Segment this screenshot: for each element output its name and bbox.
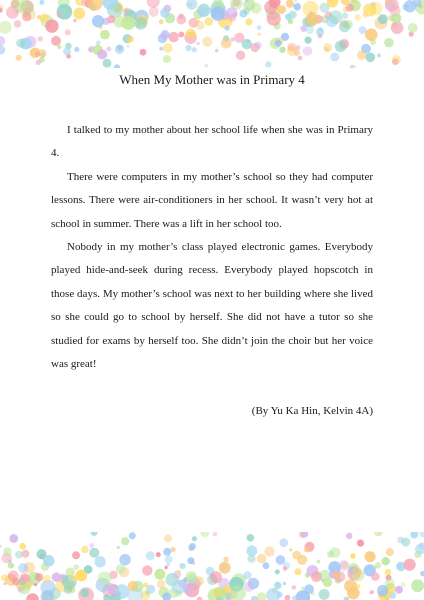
bokeh-dot <box>351 567 362 578</box>
bokeh-dot <box>374 532 383 536</box>
bokeh-dot <box>91 532 98 536</box>
bokeh-dot <box>192 562 195 565</box>
bokeh-dot <box>211 7 225 21</box>
bokeh-dot <box>196 21 205 30</box>
bokeh-dot <box>197 597 203 600</box>
bokeh-dot <box>346 533 353 540</box>
bokeh-dot <box>411 579 424 592</box>
bokeh-dot <box>371 572 380 581</box>
bokeh-dot <box>89 543 94 548</box>
bokeh-dot <box>274 582 281 589</box>
bokeh-dot <box>73 19 76 22</box>
bokeh-dot <box>97 49 107 59</box>
paragraph-2: There were computers in my mother’s school so they had computer lessons. There were air-conditioners in her school. It wasn’t very hot at school in summer. There was a lift in her school too. <box>51 170 373 230</box>
bokeh-dot <box>335 41 346 52</box>
bokeh-dot <box>163 43 173 53</box>
bokeh-dot <box>16 39 25 48</box>
bokeh-dot <box>264 546 274 556</box>
bokeh-dot <box>292 585 297 590</box>
bokeh-dot <box>245 18 252 25</box>
bokeh-dot <box>165 556 173 564</box>
bokeh-dot <box>135 17 147 29</box>
bokeh-dot <box>116 564 126 574</box>
bokeh-dot <box>179 32 185 38</box>
bokeh-dot <box>26 593 39 600</box>
bottom-bokeh-dots <box>0 532 424 600</box>
bokeh-dot <box>129 532 136 539</box>
bokeh-dot <box>205 17 213 25</box>
bokeh-dot <box>323 43 332 52</box>
top-bokeh-dots <box>0 0 424 68</box>
bokeh-dot <box>266 588 280 600</box>
bokeh-dot <box>410 532 418 538</box>
bokeh-dot <box>386 548 394 556</box>
bokeh-dot <box>283 582 286 585</box>
bokeh-dot <box>160 8 170 18</box>
bokeh-dot <box>35 573 43 581</box>
bokeh-dot <box>205 64 209 68</box>
bokeh-dot <box>177 570 181 574</box>
paragraph-1: I talked to my mother about her school life when she was in Primary 4. <box>51 124 373 160</box>
bokeh-dot <box>100 30 110 40</box>
bokeh-dot <box>306 26 314 34</box>
bokeh-dot <box>3 582 6 585</box>
bokeh-dot <box>236 51 245 60</box>
bokeh-dot <box>257 554 267 564</box>
bokeh-dot <box>159 47 163 51</box>
bokeh-dot <box>304 547 310 553</box>
bokeh-dot <box>300 25 307 32</box>
bokeh-dot <box>263 562 270 569</box>
bokeh-dot <box>186 29 196 39</box>
bokeh-dot <box>185 45 191 51</box>
bokeh-dot <box>35 52 40 57</box>
bokeh-dot <box>169 32 179 42</box>
bokeh-dot <box>279 47 286 54</box>
bokeh-dot <box>92 15 104 27</box>
bokeh-dot <box>126 45 129 48</box>
bokeh-dot <box>294 0 298 2</box>
bokeh-dot <box>303 46 312 55</box>
bokeh-dot <box>257 32 261 36</box>
bokeh-dot <box>365 29 377 41</box>
bokeh-dot <box>80 589 89 598</box>
bokeh-dot <box>81 546 89 554</box>
bokeh-dot <box>200 532 209 537</box>
bokeh-dot <box>298 56 303 61</box>
bokeh-dot <box>359 26 367 34</box>
bokeh-dot <box>14 20 22 28</box>
bokeh-dot <box>192 47 197 52</box>
paragraph-3: Nobody in my mother’s class played electronic games. Everybody played hide-and-seek during recess. Everybody played hopscotch in those days. My mother’s school was next to her building where she lived so she could go to school by herself. She did not have a tutor so she studied for exams by herself too. She didn’t join the choir but her voice was great! <box>51 241 373 371</box>
bokeh-dot <box>339 560 350 571</box>
bokeh-dot <box>292 551 301 560</box>
bokeh-dot <box>339 21 350 32</box>
bokeh-dot <box>0 46 5 55</box>
bokeh-dot <box>163 548 171 556</box>
essay-body <box>51 119 373 376</box>
bokeh-dot <box>52 573 61 582</box>
bokeh-dot <box>363 3 376 16</box>
bokeh-dot <box>121 537 129 545</box>
bokeh-dot <box>230 37 234 41</box>
bokeh-dot <box>189 543 196 550</box>
bokeh-dot <box>216 14 219 17</box>
top-confetti-border <box>0 0 424 68</box>
bokeh-dot <box>346 4 354 12</box>
bokeh-dot <box>401 582 406 587</box>
bokeh-dot <box>244 582 254 592</box>
bokeh-dot <box>149 7 159 17</box>
bokeh-dot <box>146 551 155 560</box>
bokeh-dot <box>319 589 330 600</box>
bokeh-dot <box>286 0 294 8</box>
bokeh-dot <box>164 534 172 542</box>
bokeh-dot <box>36 60 41 65</box>
bokeh-dot <box>350 65 356 68</box>
bokeh-dot <box>285 595 291 600</box>
bokeh-dot <box>311 571 322 582</box>
bokeh-dot <box>257 25 262 30</box>
bokeh-dot <box>73 8 85 20</box>
bokeh-dot <box>330 547 341 558</box>
bokeh-dot <box>119 554 131 566</box>
bokeh-dot <box>43 575 51 583</box>
bokeh-dot <box>377 53 381 57</box>
bokeh-dot <box>350 553 355 558</box>
bokeh-dot <box>276 555 286 565</box>
bokeh-dot <box>231 3 235 7</box>
bokeh-dot <box>305 37 312 44</box>
bokeh-dot <box>121 16 135 30</box>
bokeh-dot <box>354 14 360 20</box>
bokeh-dot <box>127 36 134 43</box>
bokeh-dot <box>370 590 374 594</box>
bokeh-dot <box>8 562 14 568</box>
bokeh-dot <box>344 580 357 593</box>
bokeh-dot <box>419 532 424 537</box>
bokeh-dot <box>304 584 314 594</box>
bokeh-dot <box>267 12 281 26</box>
bokeh-dot <box>144 583 149 588</box>
bokeh-dot <box>114 64 120 68</box>
bokeh-dot <box>357 50 367 60</box>
bokeh-dot <box>215 49 219 53</box>
bokeh-dot <box>254 42 261 49</box>
bokeh-dot <box>98 571 112 585</box>
bokeh-dot <box>57 13 62 18</box>
bokeh-dot <box>128 581 138 591</box>
bokeh-dot <box>19 543 26 550</box>
bokeh-dot <box>391 13 401 23</box>
bokeh-dot <box>74 47 79 52</box>
bokeh-dot <box>293 3 301 11</box>
bokeh-dot <box>357 540 364 547</box>
bokeh-dot <box>117 546 120 549</box>
bokeh-dot <box>277 5 286 14</box>
bokeh-dot <box>43 555 55 567</box>
bokeh-dot <box>275 40 282 47</box>
bokeh-dot <box>66 568 75 577</box>
bokeh-dot <box>317 560 321 564</box>
bokeh-dot <box>198 7 208 17</box>
bokeh-dot <box>65 29 71 35</box>
bokeh-dot <box>275 569 280 574</box>
bokeh-dot <box>404 559 416 571</box>
bokeh-dot <box>156 552 161 557</box>
bokeh-dot <box>395 586 403 594</box>
bokeh-dot <box>418 4 422 8</box>
bottom-confetti-border <box>0 532 424 600</box>
bokeh-dot <box>159 19 164 24</box>
bokeh-dot <box>247 534 255 542</box>
bokeh-dot <box>243 571 251 579</box>
bokeh-dot <box>385 569 392 576</box>
bokeh-dot <box>164 566 167 569</box>
bokeh-dot <box>408 23 418 33</box>
bokeh-dot <box>0 545 2 548</box>
bokeh-dot <box>384 38 394 48</box>
bokeh-dot <box>366 53 376 63</box>
bokeh-dot <box>213 532 218 537</box>
bokeh-dot <box>280 538 289 547</box>
bokeh-dot <box>192 536 197 541</box>
bokeh-dot <box>0 36 5 46</box>
bokeh-dot <box>22 12 31 21</box>
bokeh-dot <box>316 28 324 36</box>
bokeh-dot <box>94 556 105 567</box>
bokeh-dot <box>116 592 120 596</box>
bokeh-dot <box>57 45 61 49</box>
bokeh-dot <box>172 579 187 594</box>
bokeh-dot <box>63 48 71 56</box>
bokeh-dot <box>289 548 292 551</box>
bokeh-dot <box>221 38 232 49</box>
bokeh-dot <box>179 14 184 19</box>
bokeh-dot <box>103 59 112 68</box>
bokeh-dot <box>401 538 410 547</box>
bokeh-dot <box>154 569 165 580</box>
bokeh-dot <box>3 547 12 556</box>
bokeh-dot <box>301 587 304 590</box>
bokeh-dot <box>283 566 288 571</box>
bokeh-dot <box>365 551 376 562</box>
bokeh-dot <box>356 584 360 588</box>
bokeh-dot <box>226 7 237 18</box>
bokeh-dot <box>106 47 111 52</box>
bokeh-dot <box>333 571 340 578</box>
bokeh-dot <box>384 578 394 588</box>
bokeh-dot <box>378 14 388 24</box>
bokeh-dot <box>8 571 19 582</box>
bokeh-dot <box>210 571 222 583</box>
bokeh-dot <box>342 13 348 19</box>
bokeh-dot <box>306 13 319 26</box>
bokeh-dot <box>140 49 147 56</box>
bokeh-dot <box>246 545 257 556</box>
bokeh-dot <box>147 0 160 8</box>
bokeh-dot <box>45 19 58 32</box>
bokeh-dot <box>167 563 170 566</box>
bokeh-dot <box>72 551 80 559</box>
bokeh-dot <box>39 0 44 5</box>
bokeh-dot <box>186 571 198 583</box>
bokeh-dot <box>117 45 122 50</box>
bokeh-dot <box>287 46 297 56</box>
bokeh-dot <box>18 563 28 573</box>
bokeh-dot <box>34 583 37 586</box>
bokeh-dot <box>225 26 230 31</box>
bokeh-dot <box>22 550 30 558</box>
bokeh-dot <box>219 562 231 574</box>
bokeh-dot <box>96 41 101 46</box>
bokeh-dot <box>265 61 271 67</box>
bokeh-dot <box>1 574 8 581</box>
bokeh-dot <box>37 36 43 42</box>
bokeh-dot <box>391 22 404 35</box>
bokeh-dot <box>73 564 79 570</box>
bokeh-dot <box>186 0 197 10</box>
bokeh-dot <box>113 584 117 588</box>
bokeh-dot <box>160 31 169 40</box>
bokeh-dot <box>382 557 390 565</box>
document-title: When My Mother was in Primary 4 <box>119 72 305 87</box>
bokeh-dot <box>89 548 99 558</box>
bokeh-dot <box>420 571 424 576</box>
bokeh-dot <box>0 21 12 34</box>
bokeh-dot <box>16 55 22 61</box>
bokeh-dot <box>323 578 332 587</box>
bokeh-dot <box>197 42 200 45</box>
bokeh-dot <box>392 58 399 65</box>
bokeh-dot <box>344 597 349 600</box>
bokeh-dot <box>202 37 212 47</box>
bokeh-dot <box>215 589 222 596</box>
bokeh-dot <box>330 53 339 62</box>
bokeh-dot <box>294 568 301 575</box>
bokeh-dot <box>329 10 343 24</box>
bokeh-dot <box>6 6 19 19</box>
author-byline: (By Yu Ka Hin, Kelvin 4A) <box>251 405 373 417</box>
bokeh-dot <box>285 14 292 21</box>
bokeh-dot <box>20 573 30 583</box>
bokeh-dot <box>142 565 152 575</box>
bokeh-dot <box>163 55 171 63</box>
bokeh-dot <box>179 563 185 569</box>
bokeh-dot <box>9 534 18 543</box>
bokeh-dot <box>157 580 165 588</box>
bokeh-dot <box>375 562 381 568</box>
bokeh-dot <box>234 33 244 43</box>
bokeh-dot <box>223 557 228 562</box>
bokeh-dot <box>51 36 61 46</box>
bokeh-dot <box>171 547 176 552</box>
